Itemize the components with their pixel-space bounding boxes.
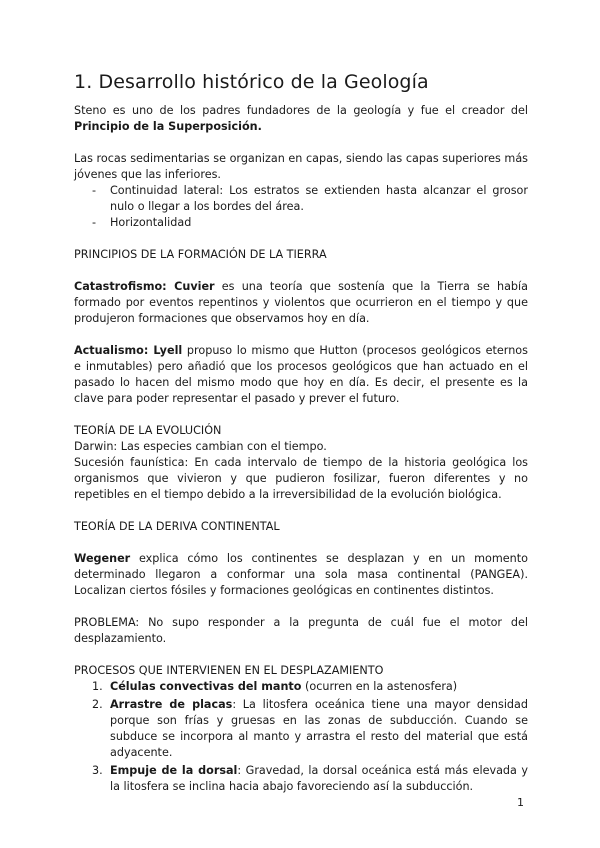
- heading-deriva: TEORÍA DE LA DERIVA CONTINENTAL: [74, 520, 280, 533]
- intro-paragraph: [74, 103, 528, 135]
- list-item: [74, 679, 528, 695]
- wegener-paragraph: [74, 551, 528, 599]
- list-item-bold: Células convectivas del manto: [110, 680, 302, 693]
- actualismo-bold: Actualismo: Lyell: [74, 344, 183, 357]
- catastrofismo-bold: Catastrofismo: Cuvier: [74, 280, 215, 293]
- actualismo-text: propuso lo mismo que Hutton (procesos geológicos eternos e inmutables) pero añadió que los procesos geológicos que han actuado en el pasado lo hacen del mismo modo que hoy en día. Es decir, el presente es la clave para poder representar el pasado y prever el futuro.: [74, 344, 528, 405]
- actualismo-paragraph: [74, 343, 528, 407]
- dash-list: [74, 183, 528, 231]
- heading-principios: PRINCIPIOS DE LA FORMACIÓN DE LA TIERRA: [74, 248, 327, 261]
- heading-evolucion: TEORÍA DE LA EVOLUCIÓN: [74, 424, 222, 437]
- page-number: 1: [517, 796, 524, 809]
- heading-procesos: PROCESOS QUE INTERVIENEN EN EL DESPLAZAMIENTO: [74, 664, 384, 677]
- sedimentary-paragraph: Las rocas sedimentarias se organizan en capas, siendo las capas superiores más jóvenes que las inferiores.: [74, 152, 528, 181]
- wegener-bold: Wegener: [74, 552, 131, 565]
- list-item-text: Horizontalidad: [110, 216, 192, 229]
- list-item: [74, 763, 528, 795]
- wegener-text: explica cómo los continentes se desplazan y en un momento determinado llegaron a conformar una sola masa continental (PANGEA). Localizan ciertos fósiles y formaciones geológicas en continentes distintos.: [74, 552, 528, 597]
- darwin-paragraph: Darwin: Las especies cambian con el tiempo.: [74, 440, 327, 453]
- catastrofismo-paragraph: [74, 279, 528, 327]
- intro-bold: Principio de la Superposición.: [74, 120, 262, 133]
- dash-bullet: -: [92, 184, 97, 197]
- list-item: [74, 183, 528, 215]
- dash-bullet: -: [92, 216, 97, 229]
- procesos-list: [74, 679, 528, 795]
- list-item-text: Continuidad lateral: Los estratos se extienden hasta alcanzar el grosor nulo o llegar a los bordes del área.: [110, 184, 528, 213]
- list-item-bold: Empuje de la dorsal: [110, 764, 238, 777]
- problema-paragraph: PROBLEMA: No supo responder a la pregunta de cuál fue el motor del desplazamiento.: [74, 616, 528, 645]
- sucesion-paragraph: Sucesión faunística: En cada intervalo de tiempo de la historia geológica los organismos que vivieron y que pudieron fosilizar, fueron diferentes y no repetibles en el tiempo debido a la irreversibilidad de la evolución biológica.: [74, 456, 528, 501]
- catastrofismo-text: es una teoría que sostenía que la Tierra se había formado por eventos repentinos y violentos que ocurrieron en el tiempo y que produjeron formaciones que observamos hoy en día.: [74, 280, 528, 325]
- list-item-text: : La litosfera oceánica tiene una mayor densidad porque son frías y gruesas en las zonas de subducción. Cuando se subduce se incorpora al manto y arrastra el resto del material que está adyacente.: [110, 698, 528, 759]
- list-number: 1.: [92, 680, 103, 693]
- list-item: [74, 697, 528, 761]
- list-item-text: (ocurren en la astenosfera): [301, 680, 458, 693]
- list-item-bold: Arrastre de placas: [110, 698, 233, 711]
- intro-text: Steno es uno de los padres fundadores de la geología y fue el creador del: [74, 104, 528, 117]
- section-title: 1. Desarrollo histórico de la Geología: [74, 71, 429, 93]
- list-number: 2.: [92, 698, 103, 711]
- list-item: [74, 215, 528, 231]
- document-page: [74, 70, 528, 797]
- list-number: 3.: [92, 764, 103, 777]
- list-item-text: : Gravedad, la dorsal oceánica está más elevada y la litosfera se inclina hacia abajo favoreciendo así la subducción.: [110, 764, 528, 793]
